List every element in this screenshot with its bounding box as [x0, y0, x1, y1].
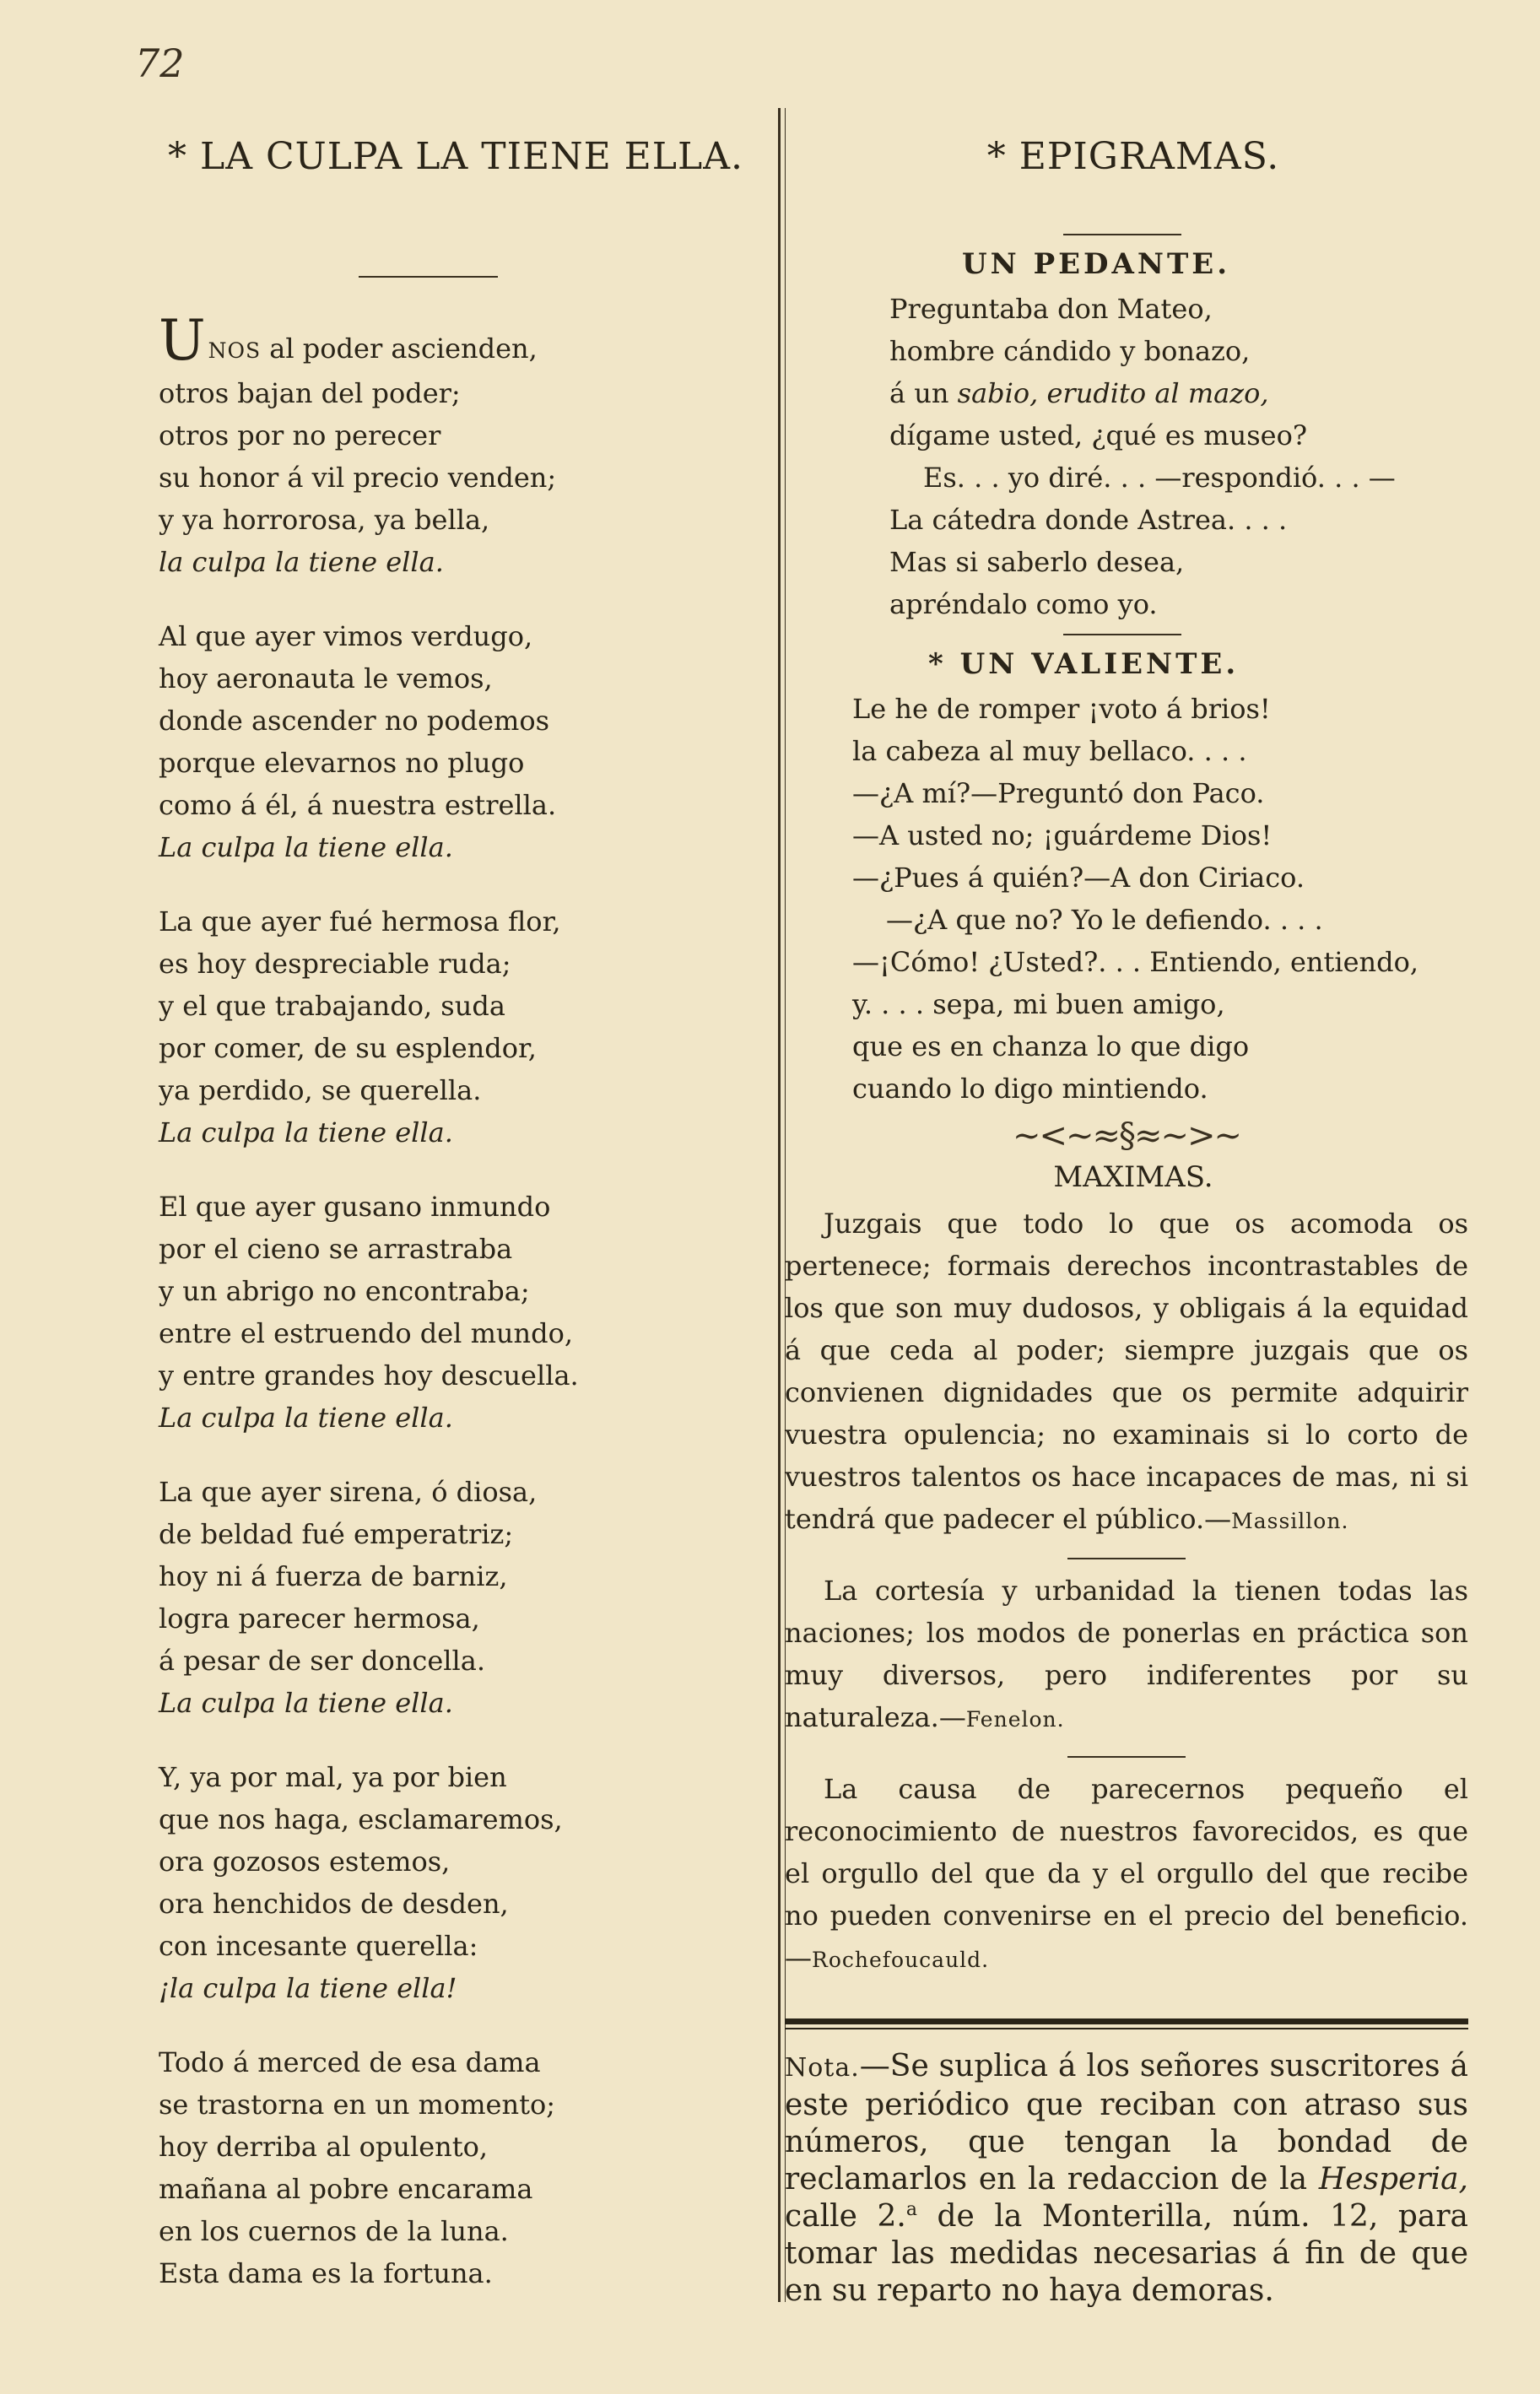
maxim-text: Juzgais que todo lo que os acomoda os pertenece; formais derechos incontrastables de los que son muy dudosos, y obligais á la equidad á que ceda al poder; siempre juzgais que os convienen dignidades que os permite adquirir vuestra opulencia; no examinais si lo corto de vuestros talentos os hace incapaces de mas, ni si tendrá que padecer el público.— — [785, 1208, 1468, 1535]
epigram-heading-pedante: UN PEDANTE. — [962, 247, 1231, 281]
maxim-author: Massillon. — [1231, 1509, 1349, 1533]
poem-line: entre el estruendo del mundo, — [159, 1317, 574, 1349]
poem-line: con incesante querella: — [159, 1930, 478, 1962]
maxims-list — [785, 1202, 1468, 1988]
stanza — [159, 1756, 759, 2009]
left-column — [152, 135, 759, 2326]
maxim-text: La cortesía y urbanidad la tienen todas las naciones; los modos de ponerlas en práctica son muy diversos, pero indiferentes por su naturaleza.— — [785, 1575, 1468, 1733]
poem-line: La que ayer fué hermosa flor, — [159, 905, 561, 938]
epigram-line: La cátedra donde Astrea. . . . — [889, 504, 1288, 536]
epigram-line: Le he de romper ¡voto á brios! — [852, 693, 1271, 725]
poem-line: y el que trabajando, suda — [159, 990, 505, 1022]
right-column — [785, 135, 1468, 2310]
poem-line: hoy derriba al opulento, — [159, 2131, 489, 2163]
maxim-paragraph — [785, 1570, 1468, 1748]
epigram-line: —¿A que no? Yo le defiendo. . . . — [886, 904, 1323, 936]
maxim-author: Fenelon. — [965, 1707, 1065, 1732]
epigram-line: Es. . . yo diré. . . —respondió. . . — — [923, 462, 1396, 494]
poem-refrain: ¡la culpa la tiene ella! — [159, 1972, 457, 2004]
maxim-divider — [1067, 1558, 1186, 1559]
poem-refrain: La culpa la tiene ella. — [159, 831, 453, 863]
nota-paragraph — [785, 2048, 1468, 2310]
poem-refrain: la culpa la tiene ella. — [159, 546, 444, 578]
poem-first-line — [159, 308, 759, 373]
nota-italic: Hesperia, — [1318, 2162, 1468, 2197]
poem-line: por comer, de su esplendor, — [159, 1032, 537, 1064]
poem-line: y un abrigo no encontraba; — [159, 1275, 530, 1307]
nota-thin-rule — [785, 2028, 1468, 2029]
nota-text-b: calle 2. — [785, 2199, 906, 2234]
poem-line: se trastorna en un momento; — [159, 2089, 555, 2121]
poem-line: por el cieno se arrastraba — [159, 1233, 513, 1265]
poem-line: Todo á merced de esa dama — [159, 2046, 541, 2078]
poem-line: La que ayer sirena, ó diosa, — [159, 1476, 538, 1508]
stanza — [159, 615, 759, 868]
stanza — [159, 1471, 759, 1724]
epigram-line: —¿A mí?—Preguntó don Paco. — [852, 777, 1265, 809]
poem-line: de beldad fué emperatriz; — [159, 1518, 514, 1550]
poem-line: porque elevarnos no plugo — [159, 747, 525, 779]
column-divider — [778, 108, 781, 2302]
epigram-line: —¿Pues á quién?—A don Ciriaco. — [852, 862, 1305, 894]
poem-line: Y, ya por mal, ya por bien — [159, 1761, 507, 1793]
epigram-pedante — [785, 288, 1468, 625]
title-rule — [359, 276, 498, 278]
stanza — [159, 2041, 759, 2294]
epigramas-title: * EPIGRAMAS. — [986, 135, 1280, 178]
poem-body — [152, 308, 759, 2294]
page-number: 72 — [135, 41, 185, 86]
poem-line: Esta dama es la fortuna. — [159, 2257, 493, 2289]
epigram-line: Preguntaba don Mateo, — [889, 293, 1213, 325]
poem-line: hoy ni á fuerza de barniz, — [159, 1560, 508, 1592]
poem-line: otros por no perecer — [159, 419, 441, 451]
poem-line: y entre grandes hoy descuella. — [159, 1359, 579, 1392]
epigram-line: —A usted no; ¡guárdeme Dios! — [852, 819, 1273, 851]
epigram-line: que es en chanza lo que digo — [852, 1030, 1250, 1062]
poem-line: mañana al pobre encarama — [159, 2173, 533, 2205]
maxim-text: La causa de parecernos pequeño el reconocimiento de nuestros favorecidos, es que el orgullo del que da y el orgullo del que recibe no pueden convenirse en el precio del beneficio.— — [785, 1773, 1468, 1974]
epigram-line: dígame usted, ¿qué es museo? — [889, 419, 1308, 451]
maxim-paragraph — [785, 1202, 1468, 1549]
poem-line: Al que ayer vimos verdugo, — [159, 620, 533, 652]
poem-title: * LA CULPA LA TIENE ELLA. — [167, 135, 743, 178]
epigram-line: Mas si saberlo desea, — [889, 546, 1185, 578]
epigram-valiente — [785, 688, 1468, 1110]
epigram-line: —¡Cómo! ¿Usted?. . . Entiendo, entiendo, — [852, 946, 1419, 978]
stanza — [159, 1186, 759, 1439]
poem-line: hoy aeronauta le vemos, — [159, 662, 493, 694]
poem-line: otros bajan del poder; — [159, 377, 461, 409]
poem-line: y ya horrorosa, ya bella, — [159, 504, 490, 536]
poem-refrain: La culpa la tiene ella. — [159, 1116, 453, 1148]
poem-line: ora henchidos de desden, — [159, 1888, 509, 1920]
poem-refrain: La culpa la tiene ella. — [159, 1687, 453, 1719]
poem-line: su honor á vil precio venden; — [159, 462, 557, 494]
epigram-line: y. . . . sepa, mi buen amigo, — [852, 988, 1225, 1020]
first-line-rest: al poder ascienden, — [261, 332, 538, 365]
epigram-line: la cabeza al muy bellaco. . . . — [852, 735, 1247, 767]
nota-text-c: de la Monterilla, núm. 12, para tomar las medidas necesarias á fin de que en su reparto no haya demoras. — [785, 2199, 1468, 2308]
epigram-divider — [1063, 634, 1181, 635]
poem-line: es hoy despreciable ruda; — [159, 948, 511, 980]
poem-line: ya perdido, se querella. — [159, 1074, 482, 1106]
nota-sup: a — [905, 2199, 917, 2220]
first-line-smallcaps: NOS — [208, 338, 262, 363]
poem-line: logra parecer hermosa, — [159, 1602, 480, 1635]
stanza — [159, 308, 759, 583]
maxim-paragraph — [785, 1768, 1468, 1988]
nota-text-a: —Se suplica á los señores suscritores á este periódico que reciban con atraso sus números, que tengan la bondad de reclamarlos en la redaccion de la — [785, 2049, 1468, 2197]
poem-line: á pesar de ser doncella. — [159, 1645, 485, 1677]
poem-line: ora gozosos estemos, — [159, 1845, 451, 1878]
nota-thick-rule — [785, 2018, 1468, 2024]
epigramas-rule — [1063, 234, 1181, 235]
stanza — [159, 900, 759, 1154]
poem-line: como á él, á nuestra estrella. — [159, 789, 557, 821]
dropcap-letter: U — [159, 308, 206, 373]
poem-line: en los cuernos de la luna. — [159, 2215, 509, 2247]
ornament-divider: ~<~≈§≈~>~ — [1012, 1116, 1241, 1155]
epigram-italic: sabio, erudito al mazo, — [957, 377, 1269, 409]
poem-line: que nos haga, esclamaremos, — [159, 1803, 563, 1835]
maximas-title: MAXIMAS. — [1053, 1160, 1213, 1194]
epigram-line: hombre cándido y bonazo, — [889, 335, 1251, 367]
maxim-author: Rochefoucauld. — [812, 1948, 990, 1972]
poem-line: El que ayer gusano inmundo — [159, 1191, 551, 1223]
epigram-line: apréndalo como yo. — [889, 588, 1158, 620]
maxim-divider — [1067, 1756, 1186, 1758]
epigram-line: cuando lo digo mintiendo. — [852, 1073, 1208, 1105]
epigram-line-text: á un — [889, 377, 958, 409]
poem-refrain: La culpa la tiene ella. — [159, 1402, 453, 1434]
nota-label: Nota. — [785, 2053, 860, 2083]
epigram-line — [889, 372, 1468, 414]
poem-line: donde ascender no podemos — [159, 705, 550, 737]
epigram-heading-valiente: * UN VALIENTE. — [928, 647, 1240, 681]
